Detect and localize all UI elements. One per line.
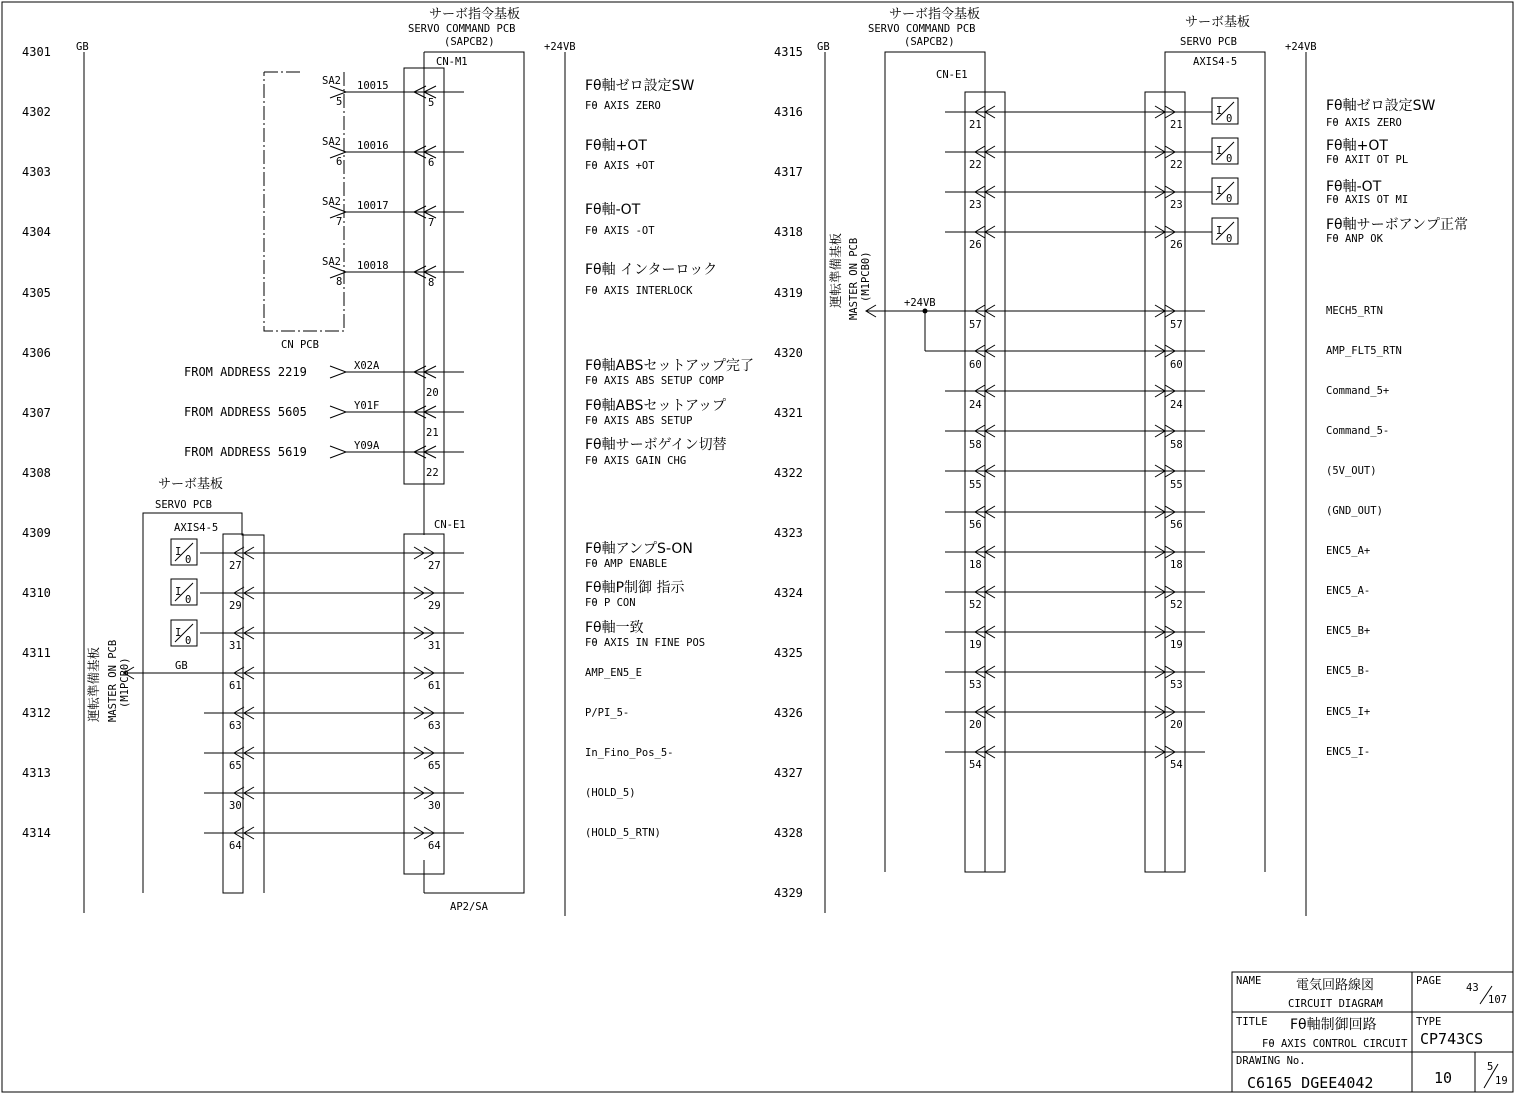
title-block — [1232, 972, 1513, 1092]
svg-text:Fθ ANP OK: Fθ ANP OK — [1326, 233, 1383, 245]
svg-text:ENC5_I+: ENC5_I+ — [1326, 706, 1371, 718]
svg-text:107: 107 — [1488, 994, 1507, 1006]
svg-text:I: I — [1216, 105, 1223, 117]
svg-text:I: I — [1216, 145, 1223, 157]
svg-text:電気回路線図: 電気回路線図 — [1296, 978, 1375, 993]
svg-text:4321: 4321 — [774, 406, 803, 420]
svg-text:運転準備基板: 運転準備基板 — [828, 232, 843, 308]
svg-text:Fθ P CON: Fθ P CON — [585, 597, 636, 609]
svg-text:0: 0 — [1226, 153, 1233, 165]
from-address-row — [184, 400, 464, 419]
svg-text:26: 26 — [969, 239, 982, 251]
svg-text:(5V_OUT): (5V_OUT) — [1326, 465, 1377, 477]
svg-text:Fθ AXIS -OT: Fθ AXIS -OT — [585, 225, 655, 237]
svg-text:4320: 4320 — [774, 346, 803, 360]
address-label: 4310 — [22, 586, 51, 600]
pin-number: 29 — [229, 600, 242, 612]
svg-text:NAME: NAME — [1236, 975, 1262, 987]
switch-icon — [171, 539, 197, 566]
svg-text:19: 19 — [1495, 1075, 1508, 1087]
servo-pcb-box — [1165, 52, 1265, 872]
plus24vb-label: +24VB — [1285, 41, 1317, 53]
svg-text:52: 52 — [1170, 599, 1183, 611]
cn-e1-label: CN-E1 — [936, 69, 968, 81]
svg-text:Fθ軸アンプS-ON: Fθ軸アンプS-ON — [585, 541, 693, 557]
svg-text:52: 52 — [969, 599, 982, 611]
svg-text:19: 19 — [969, 639, 982, 651]
servo-pcb-box — [143, 513, 264, 893]
svg-text:Fθ軸サーボゲイン切替: Fθ軸サーボゲイン切替 — [585, 437, 727, 453]
page-border — [2, 2, 1513, 1092]
svg-text:AMP_FLT5_RTN: AMP_FLT5_RTN — [1326, 345, 1402, 357]
svg-text:Fθ AXIS IN FINE POS: Fθ AXIS IN FINE POS — [585, 637, 706, 649]
switch-icon — [171, 620, 197, 647]
svg-text:TITLE: TITLE — [1236, 1016, 1268, 1028]
servo-pcb-jp: サーボ基板 — [1185, 15, 1251, 30]
svg-text:Command_5+: Command_5+ — [1326, 385, 1390, 397]
svg-text:CP743CS: CP743CS — [1420, 1030, 1484, 1048]
svg-text:(M1PCB0): (M1PCB0) — [860, 251, 872, 302]
address-label: 4309 — [22, 526, 51, 540]
plus24vb-label: +24VB — [544, 41, 576, 53]
pin-number: 27 — [229, 560, 242, 572]
svg-text:Fθ軸+OT: Fθ軸+OT — [1326, 138, 1388, 154]
svg-text:I: I — [175, 546, 182, 558]
svg-text:4317: 4317 — [774, 165, 803, 179]
from-address-text: FROM ADDRESS 5605 — [184, 405, 307, 419]
svg-text:0: 0 — [185, 635, 192, 647]
svg-text:In_Fino_Pos_5-: In_Fino_Pos_5- — [585, 747, 674, 759]
pin-number: 20 — [426, 387, 439, 399]
svg-text:Fθ軸ゼロ設定SW: Fθ軸ゼロ設定SW — [585, 78, 695, 94]
pin-number: 6 — [428, 157, 435, 169]
svg-text:53: 53 — [969, 679, 982, 691]
svg-text:0: 0 — [185, 554, 192, 566]
address-label: 4307 — [22, 406, 51, 420]
servo-axis: AXIS4-5 — [174, 522, 219, 534]
svg-text:ENC5_A-: ENC5_A- — [1326, 585, 1371, 597]
right-connection-rows — [866, 112, 1212, 752]
switch-icon — [1212, 98, 1238, 125]
svg-text:I: I — [175, 627, 182, 639]
svg-text:Fθ AXIS +OT: Fθ AXIS +OT — [585, 160, 655, 172]
address-label: 4314 — [22, 826, 51, 840]
svg-text:4315: 4315 — [774, 45, 803, 59]
pin-number: 21 — [426, 427, 439, 439]
pin-number: 65 — [229, 760, 242, 772]
svg-text:ENC5_A+: ENC5_A+ — [1326, 545, 1371, 557]
address-label: 4313 — [22, 766, 51, 780]
svg-text:CIRCUIT DIAGRAM: CIRCUIT DIAGRAM — [1288, 998, 1383, 1010]
svg-text:Fθ軸サーボアンプ正常: Fθ軸サーボアンプ正常 — [1326, 217, 1469, 233]
pin-number: 8 — [428, 277, 435, 289]
signal-code: Y09A — [354, 440, 380, 452]
svg-text:運転準備基板: 運転準備基板 — [86, 646, 101, 722]
svg-text:20: 20 — [1170, 719, 1183, 731]
from-address-text: FROM ADDRESS 5619 — [184, 445, 307, 459]
svg-text:MASTER ON PCB: MASTER ON PCB — [107, 639, 119, 722]
svg-text:24: 24 — [1170, 399, 1183, 411]
svg-text:Fθ軸ゼロ設定SW: Fθ軸ゼロ設定SW — [1326, 98, 1436, 114]
cn-e1-label: CN-E1 — [434, 519, 466, 531]
pin-number: 29 — [428, 600, 441, 612]
pin-number: 31 — [229, 640, 242, 652]
svg-text:I: I — [1216, 225, 1223, 237]
svg-text:23: 23 — [969, 199, 982, 211]
svg-text:ENC5_B+: ENC5_B+ — [1326, 625, 1371, 637]
sa-label: SA2 — [322, 196, 341, 208]
signal-descriptions-left — [585, 77, 754, 839]
svg-text:4322: 4322 — [774, 466, 803, 480]
svg-text:Command_5-: Command_5- — [1326, 425, 1390, 437]
sa-label: SA2 — [322, 256, 341, 268]
svg-text:5: 5 — [1487, 1061, 1494, 1073]
svg-text:(HOLD_5): (HOLD_5) — [585, 787, 636, 799]
svg-text:Fθ AXIT OT PL: Fθ AXIT OT PL — [1326, 154, 1409, 166]
address-label: 4303 — [22, 165, 51, 179]
svg-text:55: 55 — [969, 479, 982, 491]
svg-text:21: 21 — [1170, 119, 1183, 131]
gb-label: GB — [817, 41, 830, 53]
servo-pcb-en: SERVO PCB — [155, 499, 212, 511]
sapcb-title-jp: サーボ指令基板 — [889, 7, 981, 22]
sapcb-id: (SAPCB2) — [904, 36, 955, 48]
pin-number: 63 — [229, 720, 242, 732]
svg-text:57: 57 — [1170, 319, 1183, 331]
svg-text:Fθ AXIS INTERLOCK: Fθ AXIS INTERLOCK — [585, 285, 693, 297]
svg-text:Fθ AXIS CONTROL CIRCUIT: Fθ AXIS CONTROL CIRCUIT — [1262, 1038, 1408, 1050]
pin-number: 31 — [428, 640, 441, 652]
master-on-pcb-label — [828, 232, 843, 308]
from-address-row — [184, 360, 464, 379]
wire-number: 10018 — [357, 260, 389, 272]
cn-m1-label: CN-M1 — [436, 56, 468, 68]
svg-text:56: 56 — [1170, 519, 1183, 531]
svg-text:C6165 DGEE4042: C6165 DGEE4042 — [1247, 1074, 1374, 1092]
svg-text:MECH5_RTN: MECH5_RTN — [1326, 305, 1383, 317]
pin-number: 61 — [428, 680, 441, 692]
svg-text:Fθ軸一致: Fθ軸一致 — [585, 620, 644, 636]
signal-code: X02A — [354, 360, 380, 372]
svg-text:43: 43 — [1466, 982, 1479, 994]
svg-text:P/PI_5-: P/PI_5- — [585, 707, 630, 719]
svg-text:Fθ AXIS OT MI: Fθ AXIS OT MI — [1326, 194, 1409, 206]
switch-icon — [1212, 178, 1238, 205]
master-gb: GB — [175, 660, 188, 672]
svg-text:AMP_EN5_E: AMP_EN5_E — [585, 667, 642, 679]
switch-icon — [1212, 218, 1238, 245]
svg-text:ENC5_B-: ENC5_B- — [1326, 665, 1371, 677]
left-address-column — [22, 45, 51, 840]
svg-text:Fθ軸ABSセットアップ: Fθ軸ABSセットアップ — [585, 398, 727, 414]
svg-text:(M1PCB0): (M1PCB0) — [119, 657, 131, 708]
sa2-row — [322, 256, 464, 289]
svg-text:Fθ AMP ENABLE: Fθ AMP ENABLE — [585, 558, 668, 570]
svg-text:DRAWING No.: DRAWING No. — [1236, 1055, 1306, 1067]
svg-text:4319: 4319 — [774, 286, 803, 300]
svg-text:21: 21 — [969, 119, 982, 131]
svg-text:18: 18 — [1170, 559, 1183, 571]
svg-text:Fθ軸制御回路: Fθ軸制御回路 — [1290, 1017, 1377, 1033]
svg-text:0: 0 — [1226, 193, 1233, 205]
svg-text:10: 10 — [1434, 1069, 1453, 1087]
pin-number: 63 — [428, 720, 441, 732]
svg-text:Fθ AXIS GAIN CHG: Fθ AXIS GAIN CHG — [585, 455, 687, 467]
svg-text:22: 22 — [1170, 159, 1183, 171]
signal-descriptions-right — [1326, 97, 1468, 758]
svg-text:I: I — [1216, 185, 1223, 197]
address-label: 4302 — [22, 105, 51, 119]
servo-pcb-en: SERVO PCB — [1180, 36, 1237, 48]
svg-text:4316: 4316 — [774, 105, 803, 119]
sa-pin: 6 — [336, 156, 343, 168]
svg-text:18: 18 — [969, 559, 982, 571]
right-pin-numbers — [969, 119, 1183, 771]
sapcb-box — [885, 52, 985, 872]
from-address-row — [184, 440, 464, 459]
svg-text:23: 23 — [1170, 199, 1183, 211]
svg-text:TYPE: TYPE — [1416, 1016, 1442, 1028]
svg-text:Fθ AXIS ZERO: Fθ AXIS ZERO — [1326, 117, 1402, 129]
gb-label: GB — [76, 41, 89, 53]
wire-number: 10015 — [357, 80, 389, 92]
svg-text:PAGE: PAGE — [1416, 975, 1442, 987]
svg-text:60: 60 — [1170, 359, 1183, 371]
svg-text:Fθ AXIS ZERO: Fθ AXIS ZERO — [585, 100, 661, 112]
svg-text:4326: 4326 — [774, 706, 803, 720]
address-label: 4306 — [22, 346, 51, 360]
svg-text:ENC5_I-: ENC5_I- — [1326, 746, 1371, 758]
address-label: 4304 — [22, 225, 51, 239]
svg-text:4324: 4324 — [774, 586, 803, 600]
svg-text:4325: 4325 — [774, 646, 803, 660]
svg-text:(GND_OUT): (GND_OUT) — [1326, 505, 1383, 517]
svg-text:22: 22 — [969, 159, 982, 171]
svg-text:60: 60 — [969, 359, 982, 371]
right-address-column — [774, 45, 803, 900]
svg-text:4318: 4318 — [774, 225, 803, 239]
pin-number: 7 — [428, 217, 435, 229]
pin-number: 30 — [428, 800, 441, 812]
address-label: 4312 — [22, 706, 51, 720]
sapcb-id: (SAPCB2) — [444, 36, 495, 48]
svg-text:Fθ軸-OT: Fθ軸-OT — [1326, 179, 1382, 195]
svg-text:19: 19 — [1170, 639, 1183, 651]
cn-pcb-label: CN PCB — [281, 339, 319, 351]
address-label: 4305 — [22, 286, 51, 300]
pin-number: 61 — [229, 680, 242, 692]
address-label: 4301 — [22, 45, 51, 59]
from-address-text: FROM ADDRESS 2219 — [184, 365, 307, 379]
svg-text:58: 58 — [1170, 439, 1183, 451]
ap2-label: AP2/SA — [450, 901, 488, 913]
svg-text:0: 0 — [1226, 113, 1233, 125]
wire-number: 10016 — [357, 140, 389, 152]
address-label: 4311 — [22, 646, 51, 660]
svg-text:MASTER ON PCB: MASTER ON PCB — [848, 237, 860, 320]
svg-text:4327: 4327 — [774, 766, 803, 780]
svg-text:56: 56 — [969, 519, 982, 531]
svg-text:54: 54 — [1170, 759, 1183, 771]
svg-text:Fθ軸+OT: Fθ軸+OT — [585, 138, 647, 154]
svg-text:Fθ軸 インターロック: Fθ軸 インターロック — [585, 262, 718, 278]
svg-text:57: 57 — [969, 319, 982, 331]
svg-text:55: 55 — [1170, 479, 1183, 491]
pin-number: 64 — [428, 840, 441, 852]
switch-icon — [171, 579, 197, 606]
pin-number: 5 — [428, 97, 435, 109]
svg-text:Fθ AXIS ABS SETUP COMP: Fθ AXIS ABS SETUP COMP — [585, 375, 725, 387]
svg-text:Fθ軸P制御 指示: Fθ軸P制御 指示 — [585, 580, 685, 596]
svg-text:24: 24 — [969, 399, 982, 411]
svg-text:20: 20 — [969, 719, 982, 731]
sa-pin: 5 — [336, 96, 343, 108]
svg-text:(HOLD_5_RTN): (HOLD_5_RTN) — [585, 827, 661, 839]
pin-number: 65 — [428, 760, 441, 772]
pin-number: 22 — [426, 467, 439, 479]
servo-axis: AXIS4-5 — [1193, 56, 1238, 68]
svg-text:4323: 4323 — [774, 526, 803, 540]
sa2-row — [322, 75, 464, 109]
sa-label: SA2 — [322, 136, 341, 148]
pin-number: 27 — [428, 560, 441, 572]
sa-pin: 7 — [336, 216, 343, 228]
svg-text:0: 0 — [185, 594, 192, 606]
sapcb-title-jp: サーボ指令基板 — [429, 7, 521, 22]
pin-number: 30 — [229, 800, 242, 812]
sa2-row — [322, 196, 464, 229]
svg-text:Fθ軸ABSセットアップ完了: Fθ軸ABSセットアップ完了 — [585, 358, 755, 374]
pin-number: 64 — [229, 840, 242, 852]
sapcb-title-en: SERVO COMMAND PCB — [868, 23, 976, 35]
sa-label: SA2 — [322, 75, 341, 87]
signal-code: Y01F — [354, 400, 380, 412]
svg-text:58: 58 — [969, 439, 982, 451]
sa-pin: 8 — [336, 276, 343, 288]
master-on-pcb-label — [86, 646, 101, 722]
svg-text:4329: 4329 — [774, 886, 803, 900]
svg-text:53: 53 — [1170, 679, 1183, 691]
master-24vb: +24VB — [904, 297, 936, 309]
svg-text:4328: 4328 — [774, 826, 803, 840]
sapcb-title-en: SERVO COMMAND PCB — [408, 23, 516, 35]
cn-e1-connector — [404, 534, 444, 874]
switch-icon — [1212, 138, 1238, 165]
wire-number: 10017 — [357, 200, 389, 212]
svg-text:Fθ軸-OT: Fθ軸-OT — [585, 202, 641, 218]
svg-text:I: I — [175, 586, 182, 598]
svg-text:54: 54 — [969, 759, 982, 771]
sa2-row — [322, 136, 464, 169]
svg-text:26: 26 — [1170, 239, 1183, 251]
svg-text:Fθ AXIS ABS SETUP: Fθ AXIS ABS SETUP — [585, 415, 693, 427]
servo-pcb-jp: サーボ基板 — [158, 477, 224, 492]
address-label: 4308 — [22, 466, 51, 480]
svg-text:0: 0 — [1226, 233, 1233, 245]
